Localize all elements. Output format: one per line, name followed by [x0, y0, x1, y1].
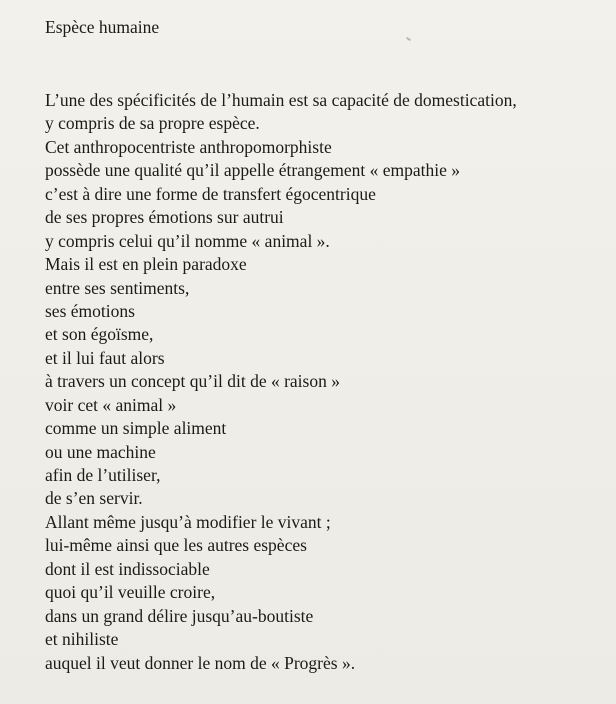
poem-line: y compris celui qu’il nomme « animal ».	[45, 230, 330, 251]
poem-line: ses émotions	[45, 300, 135, 321]
poem-line: dont il est indissociable	[45, 558, 210, 579]
poem-title: Espèce humaine	[45, 17, 160, 37]
poem-line: de ses propres émotions sur autrui	[45, 207, 284, 228]
poem-line: c’est à dire une forme de transfert égocentrique	[45, 183, 376, 204]
poem-line: afin de l’utiliser,	[45, 465, 161, 485]
poem-body	[45, 89, 517, 675]
poem-line: de s’en servir.	[45, 488, 143, 509]
poem-line: voir cet « animal »	[45, 394, 177, 415]
poem-line: y compris de sa propre espèce.	[45, 113, 260, 134]
poem-line: auquel il veut donner le nom de « Progrès ».	[45, 652, 356, 673]
poem-line: et il lui faut alors	[45, 347, 165, 368]
poem-line: et nihiliste	[45, 629, 119, 650]
poem-line: entre ses sentiments,	[45, 277, 190, 298]
poem-line: à travers un concept qu’il dit de « raison »	[45, 371, 340, 392]
poem-line: possède une qualité qu’il appelle étrangement « empathie »	[45, 160, 460, 181]
poem-line: Cet anthropocentriste anthropomorphiste	[45, 136, 332, 157]
poem-line: quoi qu’il veuille croire,	[45, 582, 216, 603]
poem-line: L’une des spécificités de l’humain est sa capacité de domestication,	[45, 90, 517, 110]
poem-line: comme un simple aliment	[45, 418, 227, 439]
poem-line: lui-même ainsi que les autres espèces	[45, 535, 307, 556]
poem-line: Mais il est en plein paradoxe	[45, 254, 247, 275]
poem-line: ou une machine	[45, 441, 156, 462]
poem-line: dans un grand délire jusqu’au-boutiste	[45, 605, 314, 626]
poem-line: Allant même jusqu’à modifier le vivant ;	[45, 511, 331, 532]
poem-line: et son égoïsme,	[45, 324, 154, 345]
paper-mark	[406, 37, 411, 42]
